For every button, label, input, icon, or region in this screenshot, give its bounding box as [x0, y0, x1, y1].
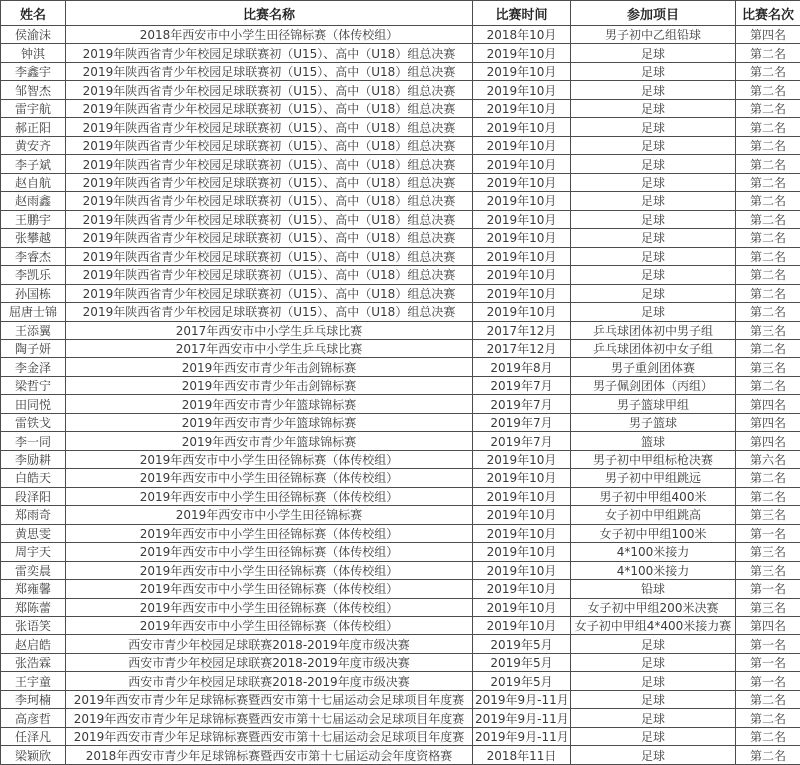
time-cell: 2019年7月: [473, 413, 571, 431]
table-row: [1, 450, 800, 468]
time-cell: 2019年9月-11月: [473, 690, 571, 708]
competition-cell: 2019年西安市青少年篮球锦标赛: [66, 432, 473, 450]
competition-cell: 2019年西安市中小学生田径锦标赛: [66, 506, 473, 524]
event-cell: 足球: [571, 229, 736, 247]
event-cell: 足球: [571, 155, 736, 173]
event-cell: 足球: [571, 44, 736, 62]
name-cell: 黄思雯: [1, 524, 66, 542]
event-cell: 男子初中甲组标枪决赛: [571, 450, 736, 468]
competition-cell: 2019年西安市青少年足球锦标赛暨西安市第十七届运动会足球项目年度赛: [66, 709, 473, 727]
event-cell: 足球: [571, 690, 736, 708]
table-row: [1, 469, 800, 487]
event-cell: 足球: [571, 210, 736, 228]
table-row: [1, 653, 800, 671]
rank-cell: 第二名: [736, 44, 800, 62]
name-cell: 李鑫宇: [1, 62, 66, 80]
competition-cell: 2017年西安市中小学生乒乓球比赛: [66, 339, 473, 357]
table-row: [1, 155, 800, 173]
table-row: [1, 617, 800, 635]
competition-cell: 2019年西安市中小学生田径锦标赛（体传校组）: [66, 598, 473, 616]
time-cell: 2019年8月: [473, 358, 571, 376]
name-cell: 任泽凡: [1, 727, 66, 745]
competition-cell: 2019年陕西省青少年校园足球联赛初（U15）、高中（U18）组总决赛: [66, 81, 473, 99]
competition-cell: 2019年陕西省青少年校园足球联赛初（U15）、高中（U18）组总决赛: [66, 44, 473, 62]
name-cell: 黄安齐: [1, 136, 66, 154]
table-row: [1, 561, 800, 579]
rank-cell: 第二名: [736, 690, 800, 708]
competition-cell: 2019年西安市青少年足球锦标赛暨西安市第十七届运动会足球项目年度赛: [66, 727, 473, 745]
table-header: [1, 1, 800, 26]
table-row: [1, 543, 800, 561]
table-row: [1, 247, 800, 265]
event-cell: 篮球: [571, 432, 736, 450]
competition-cell: 2019年西安市青少年篮球锦标赛: [66, 413, 473, 431]
header-event: 参加项目: [571, 1, 736, 26]
time-cell: 2019年7月: [473, 395, 571, 413]
rank-cell: 第一名: [736, 580, 800, 598]
rank-cell: 第二名: [736, 727, 800, 745]
competition-cell: 2019年西安市青少年篮球锦标赛: [66, 395, 473, 413]
name-cell: 王添翼: [1, 321, 66, 339]
table-row: [1, 284, 800, 302]
name-cell: 侯渝沫: [1, 26, 66, 44]
event-cell: 乒乓球团体初中男子组: [571, 321, 736, 339]
event-cell: 女子初中甲组200米决赛: [571, 598, 736, 616]
competition-cell: 2019年西安市中小学生田径锦标赛（体传校组）: [66, 617, 473, 635]
competition-cell: 2019年陕西省青少年校园足球联赛初（U15）、高中（U18）组总决赛: [66, 118, 473, 136]
competition-cell: 西安市青少年校园足球联赛2018-2019年度市级决赛: [66, 672, 473, 690]
competition-cell: 2019年陕西省青少年校园足球联赛初（U15）、高中（U18）组总决赛: [66, 266, 473, 284]
rank-cell: 第二名: [736, 210, 800, 228]
time-cell: 2019年10月: [473, 155, 571, 173]
time-cell: 2019年10月: [473, 44, 571, 62]
name-cell: 雷奕晨: [1, 561, 66, 579]
rank-cell: 第二名: [736, 339, 800, 357]
name-cell: 李金泽: [1, 358, 66, 376]
table-row: [1, 672, 800, 690]
name-cell: 钟淇: [1, 44, 66, 62]
time-cell: 2019年5月: [473, 635, 571, 653]
competition-cell: 2019年陕西省青少年校园足球联赛初（U15）、高中（U18）组总决赛: [66, 247, 473, 265]
table-row: [1, 99, 800, 117]
table-row: [1, 62, 800, 80]
event-cell: 足球: [571, 192, 736, 210]
rank-cell: 第二名: [736, 709, 800, 727]
table-row: [1, 690, 800, 708]
competition-cell: 2017年西安市中小学生乒乓球比赛: [66, 321, 473, 339]
header-name: 姓名: [1, 1, 66, 26]
time-cell: 2019年10月: [473, 99, 571, 117]
rank-cell: 第二名: [736, 118, 800, 136]
name-cell: 李凯乐: [1, 266, 66, 284]
event-cell: 足球: [571, 653, 736, 671]
event-cell: 足球: [571, 635, 736, 653]
rank-cell: 第一名: [736, 653, 800, 671]
name-cell: 张浩霖: [1, 653, 66, 671]
time-cell: 2019年10月: [473, 266, 571, 284]
time-cell: 2019年10月: [473, 524, 571, 542]
event-cell: 男子重剑团体赛: [571, 358, 736, 376]
table-row: [1, 487, 800, 505]
name-cell: 段泽阳: [1, 487, 66, 505]
table-row: [1, 173, 800, 191]
name-cell: 郝正阳: [1, 118, 66, 136]
rank-cell: 第四名: [736, 413, 800, 431]
event-cell: 足球: [571, 266, 736, 284]
rank-cell: 第二名: [736, 469, 800, 487]
rank-cell: 第二名: [736, 376, 800, 394]
header-rank: 比赛名次: [736, 1, 800, 26]
competition-cell: 2019年西安市中小学生田径锦标赛（体传校组）: [66, 561, 473, 579]
event-cell: 足球: [571, 81, 736, 99]
competition-cell: 2019年陕西省青少年校园足球联赛初（U15）、高中（U18）组总决赛: [66, 99, 473, 117]
competition-cell: 2019年陕西省青少年校园足球联赛初（U15）、高中（U18）组总决赛: [66, 136, 473, 154]
table-row: [1, 376, 800, 394]
event-cell: 足球: [571, 303, 736, 321]
table-row: [1, 598, 800, 616]
table-row: [1, 358, 800, 376]
event-cell: 足球: [571, 709, 736, 727]
competition-cell: 2019年西安市中小学生田径锦标赛（体传校组）: [66, 487, 473, 505]
event-cell: 乒乓球团体初中女子组: [571, 339, 736, 357]
table-row: [1, 26, 800, 44]
time-cell: 2019年10月: [473, 469, 571, 487]
name-cell: 郑雨奇: [1, 506, 66, 524]
event-cell: 足球: [571, 727, 736, 745]
event-cell: 足球: [571, 136, 736, 154]
time-cell: 2019年5月: [473, 672, 571, 690]
table-row: [1, 635, 800, 653]
competition-cell: 西安市青少年校园足球联赛2018-2019年度市级决赛: [66, 635, 473, 653]
name-cell: 赵启皓: [1, 635, 66, 653]
event-cell: 4*100米接力: [571, 543, 736, 561]
rank-cell: 第六名: [736, 450, 800, 468]
name-cell: 梁颖欣: [1, 746, 66, 765]
table-row: [1, 192, 800, 210]
time-cell: 2019年7月: [473, 432, 571, 450]
competition-cell: 2019年陕西省青少年校园足球联赛初（U15）、高中（U18）组总决赛: [66, 173, 473, 191]
time-cell: 2019年10月: [473, 543, 571, 561]
name-cell: 李励耕: [1, 450, 66, 468]
competition-cell: 西安市青少年校园足球联赛2018-2019年度市级决赛: [66, 653, 473, 671]
time-cell: 2018年10月: [473, 26, 571, 44]
name-cell: 王鹏宇: [1, 210, 66, 228]
event-cell: 女子初中甲组100米: [571, 524, 736, 542]
time-cell: 2019年10月: [473, 229, 571, 247]
table-row: [1, 210, 800, 228]
name-cell: 邹智杰: [1, 81, 66, 99]
time-cell: 2019年10月: [473, 617, 571, 635]
competition-cell: 2019年西安市中小学生田径锦标赛（体传校组）: [66, 543, 473, 561]
event-cell: 足球: [571, 247, 736, 265]
event-cell: 足球: [571, 672, 736, 690]
name-cell: 屈唐士锦: [1, 303, 66, 321]
competition-cell: 2019年陕西省青少年校园足球联赛初（U15）、高中（U18）组总决赛: [66, 284, 473, 302]
competition-cell: 2019年陕西省青少年校园足球联赛初（U15）、高中（U18）组总决赛: [66, 192, 473, 210]
time-cell: 2019年10月: [473, 173, 571, 191]
event-cell: 足球: [571, 173, 736, 191]
table-row: [1, 339, 800, 357]
event-cell: 男子佩剑团体（丙组）: [571, 376, 736, 394]
table-row: [1, 81, 800, 99]
rank-cell: 第二名: [736, 266, 800, 284]
event-cell: 男子初中甲组400米: [571, 487, 736, 505]
table-row: [1, 44, 800, 62]
rank-cell: 第二名: [736, 62, 800, 80]
name-cell: 白皓天: [1, 469, 66, 487]
table-row: [1, 136, 800, 154]
name-cell: 周宇天: [1, 543, 66, 561]
table-row: [1, 266, 800, 284]
competition-cell: 2018年西安市中小学生田径锦标赛（体传校组）: [66, 26, 473, 44]
table-row: [1, 118, 800, 136]
time-cell: 2019年5月: [473, 653, 571, 671]
rank-cell: 第一名: [736, 635, 800, 653]
table-row: [1, 413, 800, 431]
event-cell: 4*100米接力: [571, 561, 736, 579]
competition-cell: 2019年西安市中小学生田径锦标赛（体传校组）: [66, 469, 473, 487]
time-cell: 2019年10月: [473, 284, 571, 302]
table-row: [1, 303, 800, 321]
rank-cell: 第二名: [736, 487, 800, 505]
table-row: [1, 432, 800, 450]
rank-cell: 第四名: [736, 617, 800, 635]
event-cell: 男子篮球: [571, 413, 736, 431]
competition-cell: 2019年西安市青少年击剑锦标赛: [66, 358, 473, 376]
time-cell: 2018年11日: [473, 746, 571, 765]
table-body: [1, 26, 800, 765]
rank-cell: 第四名: [736, 432, 800, 450]
event-cell: 女子初中甲组4*400米接力赛: [571, 617, 736, 635]
time-cell: 2019年10月: [473, 580, 571, 598]
table-row: [1, 709, 800, 727]
table-row: [1, 321, 800, 339]
competition-cell: 2019年陕西省青少年校园足球联赛初（U15）、高中（U18）组总决赛: [66, 210, 473, 228]
rank-cell: 第二名: [736, 303, 800, 321]
rank-cell: 第二名: [736, 284, 800, 302]
competition-cell: 2019年西安市中小学生田径锦标赛（体传校组）: [66, 524, 473, 542]
time-cell: 2019年10月: [473, 598, 571, 616]
time-cell: 2019年10月: [473, 118, 571, 136]
competition-cell: 2019年陕西省青少年校园足球联赛初（U15）、高中（U18）组总决赛: [66, 62, 473, 80]
event-cell: 足球: [571, 62, 736, 80]
table-row: [1, 746, 800, 765]
event-cell: 足球: [571, 99, 736, 117]
time-cell: 2019年10月: [473, 487, 571, 505]
rank-cell: 第三名: [736, 543, 800, 561]
time-cell: 2019年9月-11月: [473, 727, 571, 745]
time-cell: 2019年7月: [473, 376, 571, 394]
name-cell: 高彦哲: [1, 709, 66, 727]
time-cell: 2017年12月: [473, 321, 571, 339]
event-cell: 女子初中甲组跳高: [571, 506, 736, 524]
name-cell: 雷铁戈: [1, 413, 66, 431]
event-cell: 足球: [571, 118, 736, 136]
table-row: [1, 506, 800, 524]
rank-cell: 第二名: [736, 136, 800, 154]
rank-cell: 第二名: [736, 173, 800, 191]
competition-cell: 2019年陕西省青少年校园足球联赛初（U15）、高中（U18）组总决赛: [66, 229, 473, 247]
name-cell: 孙国栋: [1, 284, 66, 302]
event-cell: 铅球: [571, 580, 736, 598]
rank-cell: 第三名: [736, 561, 800, 579]
time-cell: 2019年10月: [473, 136, 571, 154]
rank-cell: 第二名: [736, 81, 800, 99]
event-cell: 男子初中乙组铅球: [571, 26, 736, 44]
rank-cell: 第二名: [736, 192, 800, 210]
competition-cell: 2018年西安市青少年足球锦标赛暨西安市第十七届运动会年度资格赛: [66, 746, 473, 765]
table-row: [1, 727, 800, 745]
name-cell: 王宇童: [1, 672, 66, 690]
name-cell: 陶子妍: [1, 339, 66, 357]
event-cell: 男子篮球甲组: [571, 395, 736, 413]
rank-cell: 第二名: [736, 155, 800, 173]
time-cell: 2019年10月: [473, 192, 571, 210]
name-cell: 李子斌: [1, 155, 66, 173]
rank-cell: 第四名: [736, 26, 800, 44]
competition-cell: 2019年西安市中小学生田径锦标赛（体传校组）: [66, 450, 473, 468]
table-row: [1, 580, 800, 598]
rank-cell: 第三名: [736, 321, 800, 339]
time-cell: 2019年10月: [473, 210, 571, 228]
competition-cell: 2019年西安市青少年足球锦标赛暨西安市第十七届运动会足球项目年度赛: [66, 690, 473, 708]
rank-cell: 第三名: [736, 506, 800, 524]
competition-cell: 2019年陕西省青少年校园足球联赛初（U15）、高中（U18）组总决赛: [66, 155, 473, 173]
header-time: 比赛时间: [473, 1, 571, 26]
name-cell: 李一同: [1, 432, 66, 450]
name-cell: 赵自航: [1, 173, 66, 191]
competition-cell: 2019年西安市中小学生田径锦标赛（体传校组）: [66, 580, 473, 598]
name-cell: 郑雍馨: [1, 580, 66, 598]
time-cell: 2019年10月: [473, 561, 571, 579]
rank-cell: 第二名: [736, 229, 800, 247]
name-cell: 郑陈蕾: [1, 598, 66, 616]
rank-cell: 第二名: [736, 247, 800, 265]
time-cell: 2019年9月-11月: [473, 709, 571, 727]
time-cell: 2019年10月: [473, 81, 571, 99]
event-cell: 足球: [571, 284, 736, 302]
event-cell: 足球: [571, 746, 736, 765]
table-row: [1, 524, 800, 542]
name-cell: 赵雨鑫: [1, 192, 66, 210]
name-cell: 李睿杰: [1, 247, 66, 265]
name-cell: 雷宇航: [1, 99, 66, 117]
rank-cell: 第二名: [736, 99, 800, 117]
table-row: [1, 229, 800, 247]
name-cell: 田同悦: [1, 395, 66, 413]
competition-cell: 2019年西安市青少年击剑锦标赛: [66, 376, 473, 394]
time-cell: 2019年10月: [473, 506, 571, 524]
time-cell: 2017年12月: [473, 339, 571, 357]
rank-cell: 第二名: [736, 746, 800, 765]
name-cell: 李珂楠: [1, 690, 66, 708]
event-cell: 男子初中甲组跳远: [571, 469, 736, 487]
name-cell: 梁哲宁: [1, 376, 66, 394]
competition-cell: 2019年陕西省青少年校园足球联赛初（U15）、高中（U18）组总决赛: [66, 303, 473, 321]
name-cell: 张语笑: [1, 617, 66, 635]
table-row: [1, 395, 800, 413]
time-cell: 2019年10月: [473, 450, 571, 468]
rank-cell: 第三名: [736, 358, 800, 376]
rank-cell: 第三名: [736, 598, 800, 616]
name-cell: 张攀越: [1, 229, 66, 247]
time-cell: 2019年10月: [473, 247, 571, 265]
time-cell: 2019年10月: [473, 62, 571, 80]
rank-cell: 第四名: [736, 395, 800, 413]
rank-cell: 第一名: [736, 524, 800, 542]
time-cell: 2019年10月: [473, 303, 571, 321]
header-competition: 比赛名称: [66, 1, 473, 26]
header-row: [1, 1, 800, 26]
rank-cell: 第一名: [736, 672, 800, 690]
